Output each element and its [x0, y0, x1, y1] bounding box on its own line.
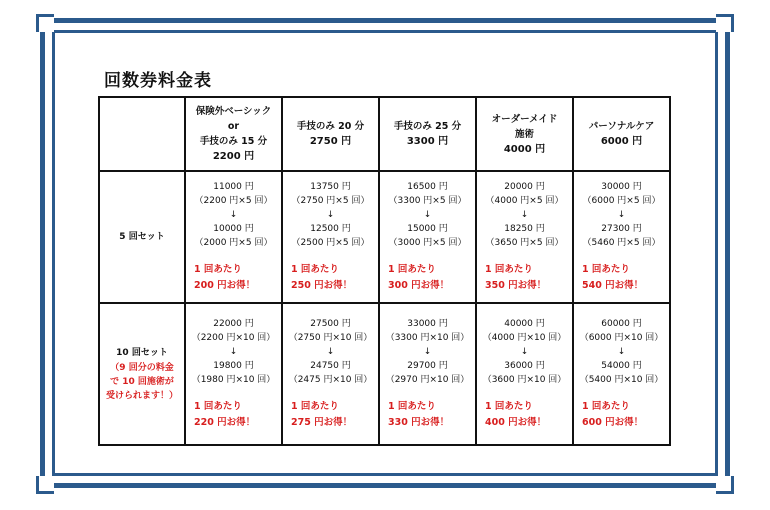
- discount-total: 12500 円: [310, 224, 351, 234]
- plan-name-line: オーダーメイド: [491, 113, 558, 125]
- original-total: 13750 円: [310, 182, 351, 192]
- original-calc: （4000 円×5 回）: [485, 196, 564, 206]
- discount-total: 54000 円: [601, 361, 642, 371]
- plan-name-line: 手技のみ 25 分: [393, 121, 462, 132]
- plan-name-line: 保険外ベーシック: [195, 106, 272, 117]
- discount-calc: （3600 円×10 回）: [482, 375, 567, 385]
- plan-name-line: or: [227, 121, 240, 132]
- header-cell: [573, 97, 670, 171]
- savings-label: 1 回あたり: [291, 401, 339, 412]
- savings-amount: 600 円お得！: [582, 417, 644, 428]
- discount-total: 24750 円: [310, 361, 351, 371]
- original-total: 60000 円: [601, 319, 642, 329]
- discount-total: 15000 円: [407, 224, 448, 234]
- price-cell: [476, 171, 573, 303]
- down-arrow-icon: ↓: [229, 347, 238, 357]
- discount-calc: （2475 円×10 回）: [288, 375, 373, 385]
- savings-amount: 200 円お得！: [194, 280, 256, 291]
- original-total: 11000 円: [213, 182, 254, 192]
- discount-total: 27300 円: [601, 224, 642, 234]
- plan-name-line: 施術: [514, 128, 534, 140]
- plan-price: 2750 円: [309, 136, 352, 147]
- row-label-cell: [99, 171, 185, 303]
- savings-amount: 275 円お得！: [291, 417, 353, 428]
- original-total: 33000 円: [407, 319, 448, 329]
- original-calc: （2750 円×10 回）: [288, 333, 373, 343]
- price-cell: [282, 303, 379, 445]
- savings-amount: 220 円お得！: [194, 417, 256, 428]
- savings-label: 1 回あたり: [485, 401, 533, 412]
- original-total: 20000 円: [504, 182, 545, 192]
- row-note-line: で 10 回施術が: [110, 376, 174, 387]
- plan-price: 6000 円: [600, 136, 643, 147]
- frame-corner-line: [36, 14, 39, 32]
- savings-amount: 250 円お得！: [291, 280, 353, 291]
- discount-calc: （5400 円×10 回）: [579, 375, 664, 385]
- down-arrow-icon: ↓: [423, 210, 432, 220]
- savings-amount: 540 円お得！: [582, 280, 644, 291]
- row-note-line: （9 回分の料金: [110, 362, 174, 373]
- down-arrow-icon: ↓: [326, 210, 335, 220]
- price-cell: [379, 171, 476, 303]
- down-arrow-icon: ↓: [520, 347, 529, 357]
- savings-label: 1 回あたり: [388, 264, 436, 275]
- plan-price: 2200 円: [212, 151, 255, 162]
- down-arrow-icon: ↓: [229, 210, 238, 220]
- savings-label: 1 回あたり: [194, 264, 242, 275]
- discount-calc: （2500 円×5 回）: [291, 238, 370, 248]
- down-arrow-icon: ↓: [617, 210, 626, 220]
- plan-name-line: 手技のみ 20 分: [296, 121, 365, 132]
- savings-label: 1 回あたり: [582, 264, 630, 275]
- price-cell: [185, 171, 282, 303]
- row-label: 10 回セット: [116, 347, 168, 358]
- discount-total: 36000 円: [504, 361, 545, 371]
- header-row: [99, 97, 670, 171]
- original-total: 16500 円: [407, 182, 448, 192]
- header-cell: [282, 97, 379, 171]
- price-table: [98, 96, 671, 446]
- original-calc: （4000 円×10 回）: [482, 333, 567, 343]
- original-calc: （2750 円×5 回）: [291, 196, 370, 206]
- original-total: 22000 円: [213, 319, 254, 329]
- down-arrow-icon: ↓: [423, 347, 432, 357]
- discount-total: 18250 円: [504, 224, 545, 234]
- savings-amount: 400 円お得！: [485, 417, 547, 428]
- discount-calc: （5460 円×5 回）: [582, 238, 661, 248]
- discount-calc: （1980 円×10 回）: [191, 375, 276, 385]
- price-cell: [476, 303, 573, 445]
- original-calc: （2200 円×5 回）: [194, 196, 273, 206]
- savings-amount: 330 円お得！: [388, 417, 450, 428]
- plan-price: 3300 円: [406, 136, 449, 147]
- header-cell: [476, 97, 573, 171]
- table-row-10-sessions: [99, 303, 670, 445]
- original-calc: （3300 円×10 回）: [385, 333, 470, 343]
- plan-name-line: 手技のみ 15 分: [199, 136, 268, 147]
- frame-corner-line: [36, 476, 39, 494]
- plan-name-line: パーソナルケア: [588, 121, 655, 132]
- savings-amount: 300 円お得！: [388, 280, 450, 291]
- price-cell: [282, 171, 379, 303]
- row-label: 5 回セット: [119, 231, 165, 242]
- savings-amount: 350 円お得！: [485, 280, 547, 291]
- plan-price: 4000 円: [503, 143, 546, 155]
- header-cell: [379, 97, 476, 171]
- frame-corner-line: [731, 476, 734, 494]
- discount-total: 10000 円: [213, 224, 254, 234]
- original-total: 40000 円: [504, 319, 545, 329]
- down-arrow-icon: ↓: [520, 210, 529, 220]
- price-cell: [379, 303, 476, 445]
- savings-label: 1 回あたり: [194, 401, 242, 412]
- original-total: 27500 円: [310, 319, 351, 329]
- original-calc: （6000 円×10 回）: [579, 333, 664, 343]
- page-title: 回数券料金表: [104, 71, 212, 91]
- table-row-5-sessions: [99, 171, 670, 303]
- savings-label: 1 回あたり: [582, 401, 630, 412]
- savings-label: 1 回あたり: [291, 264, 339, 275]
- original-calc: （2200 円×10 回）: [191, 333, 276, 343]
- discount-calc: （3000 円×5 回）: [388, 238, 467, 248]
- discount-total: 19800 円: [213, 361, 254, 371]
- corner-cell: [99, 97, 185, 171]
- original-calc: （6000 円×5 回）: [582, 196, 661, 206]
- discount-calc: （2970 円×10 回）: [385, 375, 470, 385]
- savings-label: 1 回あたり: [388, 401, 436, 412]
- price-cell: [573, 171, 670, 303]
- frame-corner-line: [731, 14, 734, 32]
- down-arrow-icon: ↓: [326, 347, 335, 357]
- price-cell: [573, 303, 670, 445]
- original-calc: （3300 円×5 回）: [388, 196, 467, 206]
- original-total: 30000 円: [601, 182, 642, 192]
- savings-label: 1 回あたり: [485, 264, 533, 275]
- row-note-line: 受けられます！）: [105, 390, 178, 401]
- row-label-cell: [99, 303, 185, 445]
- header-cell: [185, 97, 282, 171]
- price-cell: [185, 303, 282, 445]
- discount-total: 29700 円: [407, 361, 448, 371]
- discount-calc: （2000 円×5 回）: [194, 238, 273, 248]
- down-arrow-icon: ↓: [617, 347, 626, 357]
- discount-calc: （3650 円×5 回）: [485, 238, 564, 248]
